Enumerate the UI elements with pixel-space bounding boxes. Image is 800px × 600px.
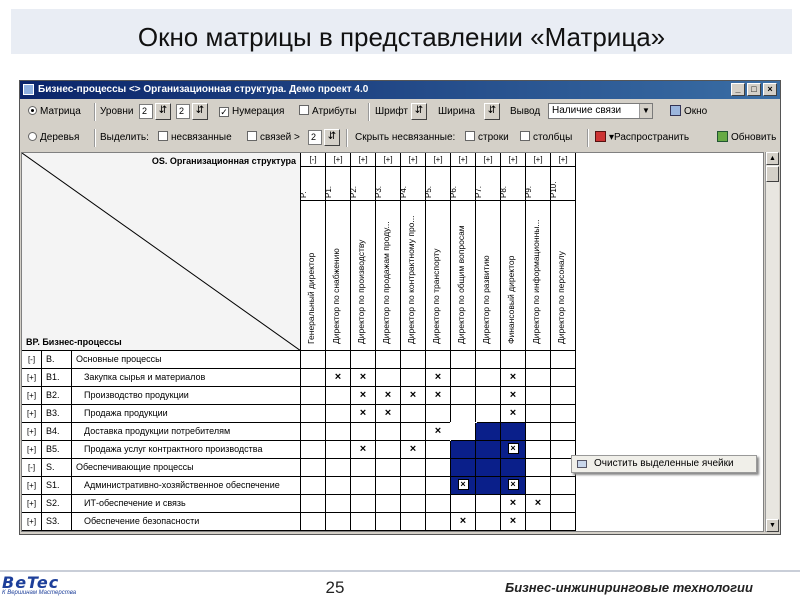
footer-divider bbox=[0, 570, 800, 572]
matrix-cell[interactable] bbox=[326, 441, 351, 459]
matrix-row-header[interactable] bbox=[22, 405, 301, 423]
view-tree-radio[interactable]: Деревья bbox=[28, 131, 79, 145]
matrix-row-header[interactable] bbox=[22, 351, 301, 369]
row-code: S1. bbox=[43, 477, 72, 494]
column-code: P9. bbox=[526, 168, 550, 201]
matrix-cell[interactable] bbox=[351, 405, 376, 423]
row-expand-toggle[interactable]: [+] bbox=[22, 441, 42, 458]
link-mark-icon: × bbox=[359, 443, 367, 455]
column-code: P3. bbox=[376, 168, 400, 201]
radio-icon bbox=[28, 132, 37, 141]
matrix-cell[interactable] bbox=[376, 351, 401, 369]
page-number: 25 bbox=[325, 578, 345, 597]
matrix-cell[interactable] bbox=[451, 441, 476, 459]
column-code: P7. bbox=[476, 168, 500, 201]
matrix-cell[interactable] bbox=[526, 477, 551, 495]
maximize-button[interactable]: □ bbox=[747, 83, 761, 96]
row-expand-toggle[interactable]: [+] bbox=[22, 423, 42, 440]
select-label: Выделить: bbox=[100, 132, 149, 143]
title-band bbox=[11, 9, 792, 54]
hide-rows-checkbox[interactable]: строки bbox=[465, 131, 509, 145]
matrix-cell[interactable] bbox=[451, 351, 476, 369]
matrix-cell[interactable] bbox=[326, 459, 351, 477]
matrix-cell[interactable] bbox=[451, 423, 476, 441]
matrix-cell[interactable] bbox=[401, 459, 426, 477]
column-expand-toggle[interactable]: [+] bbox=[351, 153, 375, 167]
row-name: Закупка сырья и материалов bbox=[84, 372, 206, 382]
hide-label: Скрыть несвязанные: bbox=[355, 132, 456, 143]
column-expand-toggle[interactable]: [+] bbox=[326, 153, 350, 167]
checkbox-icon bbox=[299, 105, 309, 115]
matrix-cell[interactable] bbox=[426, 369, 451, 387]
matrix-cell[interactable] bbox=[426, 351, 451, 369]
close-button[interactable]: × bbox=[763, 83, 777, 96]
checkbox-checked-icon: ✓ bbox=[220, 107, 228, 117]
link-mark-icon: × bbox=[334, 371, 342, 383]
footer-tagline: Бизнес-инжиниринговые технологии bbox=[505, 580, 753, 595]
link-mark-icon: × bbox=[508, 443, 519, 454]
column-expand-toggle[interactable]: [+] bbox=[526, 153, 550, 167]
font-size-button[interactable]: ⇵ bbox=[411, 103, 427, 120]
matrix-cell[interactable] bbox=[301, 387, 326, 405]
matrix-cell[interactable] bbox=[476, 495, 501, 513]
row-code: B2. bbox=[43, 387, 72, 404]
row-expand-toggle[interactable]: [+] bbox=[22, 495, 42, 512]
matrix-cell[interactable] bbox=[501, 351, 526, 369]
matrix-cell[interactable] bbox=[526, 441, 551, 459]
column-code: P5. bbox=[426, 168, 450, 201]
link-mark-icon: × bbox=[459, 515, 467, 527]
matrix-cell[interactable] bbox=[551, 351, 576, 369]
row-expand-toggle[interactable]: [-] bbox=[22, 351, 42, 368]
matrix-cell[interactable] bbox=[476, 369, 501, 387]
matrix-corner-header bbox=[22, 153, 301, 351]
link-mark-icon: × bbox=[509, 515, 517, 527]
link-mark-icon: × bbox=[434, 371, 442, 383]
matrix-cell[interactable] bbox=[326, 423, 351, 441]
matrix-cell[interactable] bbox=[326, 387, 351, 405]
matrix-cell[interactable] bbox=[551, 477, 576, 495]
width-label: Ширина bbox=[438, 106, 475, 117]
matrix-cell[interactable] bbox=[376, 477, 401, 495]
matrix-cell[interactable] bbox=[551, 423, 576, 441]
matrix-row-header[interactable] bbox=[22, 513, 301, 531]
matrix-cell[interactable] bbox=[501, 459, 526, 477]
refresh-button[interactable]: Обновить bbox=[717, 131, 776, 145]
hide-cols-checkbox[interactable]: столбцы bbox=[520, 131, 572, 145]
matrix-cell[interactable] bbox=[351, 495, 376, 513]
link-mark-icon: × bbox=[359, 389, 367, 401]
matrix-column-header[interactable]: [+] P6. Директор по общим вопросам bbox=[451, 153, 476, 351]
slide-title: Окно матрицы в представлении «Матрица» bbox=[137, 22, 666, 52]
matrix-row-header[interactable] bbox=[22, 423, 301, 441]
app-icon bbox=[23, 84, 34, 95]
window-button[interactable]: Окно bbox=[670, 105, 707, 119]
matrix-column-header[interactable]: [+] P4. Директор по контрактному про... bbox=[401, 153, 426, 351]
spread-button[interactable]: ▾Распространить bbox=[595, 131, 689, 145]
matrix-cell[interactable] bbox=[351, 459, 376, 477]
matrix-cell[interactable] bbox=[551, 387, 576, 405]
matrix-cell[interactable] bbox=[401, 495, 426, 513]
matrix-cell[interactable] bbox=[476, 351, 501, 369]
levels-input-2[interactable]: 2 bbox=[176, 104, 190, 119]
row-code: B1. bbox=[43, 369, 72, 386]
levels-input-1[interactable]: 2 bbox=[139, 104, 153, 119]
column-expand-toggle[interactable]: [+] bbox=[451, 153, 475, 167]
row-header-title: BP. Бизнес-процессы bbox=[26, 337, 122, 347]
col-header-title: OS. Организационная структура bbox=[151, 156, 296, 166]
matrix-cell[interactable] bbox=[426, 423, 451, 441]
width-button[interactable]: ⇵ bbox=[484, 103, 500, 120]
row-name: Обеспечивающие процессы bbox=[76, 462, 194, 472]
matrix-cell[interactable] bbox=[301, 351, 326, 369]
toolbar-bottom bbox=[20, 126, 780, 150]
company-logo bbox=[2, 573, 98, 597]
matrix-cell[interactable] bbox=[501, 441, 526, 459]
matrix-cell[interactable] bbox=[376, 459, 401, 477]
spread-icon bbox=[595, 131, 606, 142]
vertical-scrollbar[interactable] bbox=[765, 152, 779, 532]
matrix-cell[interactable] bbox=[326, 369, 351, 387]
matrix-cell[interactable] bbox=[351, 387, 376, 405]
link-mark-icon: × bbox=[409, 443, 417, 455]
row-name: Продажа продукции bbox=[84, 408, 168, 418]
matrix-cell[interactable] bbox=[476, 387, 501, 405]
window-title: Бизнес-процессы <> Организационная структура. Демо проект 4.0 bbox=[38, 84, 369, 95]
link-mark-icon: × bbox=[359, 371, 367, 383]
matrix-cell[interactable] bbox=[301, 495, 326, 513]
matrix-cell[interactable] bbox=[526, 495, 551, 513]
matrix-cell[interactable] bbox=[401, 513, 426, 531]
toolbar-top bbox=[20, 100, 780, 124]
matrix-cell[interactable] bbox=[476, 513, 501, 531]
link-mark-icon: × bbox=[458, 479, 469, 490]
matrix-cell[interactable] bbox=[401, 441, 426, 459]
matrix-cell[interactable] bbox=[426, 387, 451, 405]
row-code: B5. bbox=[43, 441, 72, 458]
link-mark-icon: × bbox=[359, 407, 367, 419]
row-code: S3. bbox=[43, 513, 72, 530]
matrix-column-header[interactable]: [+] P2. Директор по производству bbox=[351, 153, 376, 351]
row-name: Административно-хозяйственное обеспечение bbox=[84, 480, 280, 490]
diagonal-divider bbox=[22, 153, 301, 351]
radio-selected-icon bbox=[28, 106, 37, 115]
matrix-cell[interactable] bbox=[501, 387, 526, 405]
scroll-up-icon[interactable]: ▲ bbox=[766, 152, 779, 165]
matrix-row-header[interactable] bbox=[22, 441, 301, 459]
matrix-cell[interactable] bbox=[476, 459, 501, 477]
matrix-cell[interactable] bbox=[426, 513, 451, 531]
matrix-cell[interactable] bbox=[401, 477, 426, 495]
levels-label: Уровни bbox=[100, 106, 134, 117]
matrix-cell[interactable] bbox=[476, 423, 501, 441]
matrix-cell[interactable] bbox=[501, 513, 526, 531]
row-name: Обеспечение безопасности bbox=[84, 516, 200, 526]
column-expand-toggle[interactable]: [+] bbox=[476, 153, 500, 167]
matrix-cell[interactable] bbox=[376, 423, 401, 441]
column-expand-toggle[interactable]: [+] bbox=[551, 153, 575, 167]
column-expand-toggle[interactable]: [+] bbox=[501, 153, 525, 167]
column-expand-toggle[interactable]: [+] bbox=[401, 153, 425, 167]
links-count-spin[interactable]: ⇵ bbox=[324, 129, 340, 146]
row-code: S2. bbox=[43, 495, 72, 512]
row-code: S. bbox=[43, 459, 72, 476]
window-icon bbox=[670, 105, 681, 116]
matrix-cell[interactable] bbox=[351, 351, 376, 369]
matrix-cell[interactable] bbox=[401, 351, 426, 369]
matrix-grid bbox=[21, 152, 764, 532]
matrix-cell[interactable] bbox=[426, 477, 451, 495]
matrix-cell[interactable] bbox=[376, 405, 401, 423]
matrix-cell[interactable] bbox=[326, 495, 351, 513]
context-menu-item[interactable]: Очистить выделенные ячейки bbox=[571, 455, 757, 473]
matrix-cell[interactable] bbox=[451, 495, 476, 513]
matrix-cell[interactable] bbox=[351, 369, 376, 387]
matrix-cell[interactable] bbox=[501, 423, 526, 441]
row-name: Доставка продукции потребителям bbox=[84, 426, 231, 436]
matrix-row-header[interactable] bbox=[22, 477, 301, 495]
column-code: P. bbox=[301, 168, 325, 201]
matrix-cell[interactable] bbox=[476, 441, 501, 459]
matrix-cell[interactable] bbox=[401, 369, 426, 387]
matrix-cell[interactable] bbox=[526, 369, 551, 387]
matrix-cell[interactable] bbox=[326, 513, 351, 531]
matrix-cell[interactable] bbox=[551, 405, 576, 423]
link-mark-icon: × bbox=[508, 479, 519, 490]
column-expand-toggle[interactable]: [+] bbox=[376, 153, 400, 167]
levels-spin-2[interactable]: ⇵ bbox=[192, 103, 208, 120]
matrix-cell[interactable] bbox=[426, 405, 451, 423]
matrix-cell[interactable] bbox=[451, 513, 476, 531]
column-code: P2. bbox=[351, 168, 375, 201]
matrix-cell[interactable] bbox=[376, 387, 401, 405]
checkbox-icon bbox=[158, 131, 168, 141]
view-matrix-radio[interactable]: Матрица bbox=[28, 105, 81, 119]
matrix-cell[interactable] bbox=[476, 405, 501, 423]
matrix-cell[interactable] bbox=[526, 387, 551, 405]
row-name: Основные процессы bbox=[76, 354, 162, 364]
levels-spin-1[interactable]: ⇵ bbox=[155, 103, 171, 120]
row-code: B4. bbox=[43, 423, 72, 440]
row-expand-toggle[interactable]: [+] bbox=[22, 513, 42, 530]
matrix-cell[interactable] bbox=[326, 405, 351, 423]
matrix-cell[interactable] bbox=[551, 513, 576, 531]
output-select[interactable]: Наличие связи ▼ bbox=[548, 103, 653, 119]
link-mark-icon: × bbox=[384, 389, 392, 401]
matrix-cell[interactable] bbox=[501, 477, 526, 495]
matrix-cell[interactable] bbox=[376, 513, 401, 531]
column-code: P6. bbox=[451, 168, 475, 201]
matrix-cell[interactable] bbox=[301, 441, 326, 459]
column-code: P4. bbox=[401, 168, 425, 201]
matrix-cell[interactable] bbox=[526, 423, 551, 441]
column-code: P10. bbox=[551, 168, 575, 201]
matrix-column-header[interactable]: [+] P7. Директор по развитию bbox=[476, 153, 501, 351]
matrix-cell[interactable] bbox=[301, 423, 326, 441]
matrix-cell[interactable] bbox=[476, 477, 501, 495]
matrix-cell[interactable] bbox=[301, 513, 326, 531]
row-expand-toggle[interactable]: [-] bbox=[22, 459, 42, 476]
link-mark-icon: × bbox=[434, 425, 442, 437]
matrix-cell[interactable] bbox=[501, 405, 526, 423]
matrix-cell[interactable] bbox=[551, 495, 576, 513]
select-unlinked-checkbox[interactable]: несвязанные bbox=[158, 131, 232, 145]
matrix-cell[interactable] bbox=[301, 477, 326, 495]
row-expand-toggle[interactable]: [+] bbox=[22, 477, 42, 494]
matrix-cell[interactable] bbox=[501, 495, 526, 513]
row-code: B3. bbox=[43, 405, 72, 422]
logo-slogan: К Вершинам Мастерства bbox=[2, 590, 77, 596]
matrix-column-header[interactable]: [+] P8. Финансовый директор bbox=[501, 153, 526, 351]
link-mark-icon: × bbox=[534, 497, 542, 509]
matrix-row-header[interactable] bbox=[22, 459, 301, 477]
row-name: Продажа услуг контрактного производства bbox=[84, 444, 263, 454]
matrix-cell[interactable] bbox=[376, 441, 401, 459]
matrix-cell[interactable] bbox=[401, 423, 426, 441]
matrix-cell[interactable] bbox=[351, 441, 376, 459]
checkbox-icon bbox=[247, 131, 257, 141]
matrix-cell[interactable] bbox=[451, 405, 476, 423]
logo-text: BeTec bbox=[2, 573, 60, 592]
matrix-cell[interactable] bbox=[426, 459, 451, 477]
output-label: Вывод bbox=[510, 106, 541, 117]
matrix-column-header[interactable]: [+] P1. Директор по снабжению bbox=[326, 153, 351, 351]
matrix-cell[interactable] bbox=[401, 387, 426, 405]
matrix-cell[interactable] bbox=[376, 495, 401, 513]
matrix-cell[interactable] bbox=[301, 459, 326, 477]
matrix-cell[interactable] bbox=[526, 351, 551, 369]
minimize-button[interactable]: _ bbox=[731, 83, 745, 96]
matrix-cell[interactable] bbox=[326, 351, 351, 369]
matrix-column-header[interactable]: [+] P5. Директор по транспорту bbox=[426, 153, 451, 351]
attributes-checkbox[interactable]: Атрибуты bbox=[299, 105, 356, 119]
window-titlebar[interactable] bbox=[20, 81, 780, 99]
matrix-cell[interactable] bbox=[351, 513, 376, 531]
matrix-cell[interactable] bbox=[426, 441, 451, 459]
clear-icon bbox=[577, 460, 587, 468]
matrix-cell[interactable] bbox=[376, 369, 401, 387]
link-mark-icon: × bbox=[509, 371, 517, 383]
checkbox-icon bbox=[520, 131, 530, 141]
column-expand-toggle[interactable]: [-] bbox=[301, 153, 325, 167]
row-expand-toggle[interactable]: [+] bbox=[22, 369, 42, 386]
link-mark-icon: × bbox=[409, 389, 417, 401]
matrix-row-header[interactable] bbox=[22, 387, 301, 405]
matrix-cell[interactable] bbox=[301, 405, 326, 423]
matrix-column-header[interactable]: [-] P. Генеральный директор bbox=[301, 153, 326, 351]
matrix-cell[interactable] bbox=[526, 459, 551, 477]
matrix-cell[interactable] bbox=[451, 369, 476, 387]
matrix-cell[interactable] bbox=[401, 405, 426, 423]
scroll-thumb[interactable] bbox=[766, 166, 779, 182]
refresh-icon bbox=[717, 131, 728, 142]
matrix-cell[interactable] bbox=[451, 459, 476, 477]
link-mark-icon: × bbox=[384, 407, 392, 419]
matrix-cell[interactable] bbox=[526, 405, 551, 423]
matrix-cell[interactable] bbox=[351, 477, 376, 495]
matrix-cell[interactable] bbox=[301, 369, 326, 387]
row-name: Производство продукции bbox=[84, 390, 189, 400]
row-code: B. bbox=[43, 351, 72, 368]
matrix-cell[interactable] bbox=[351, 423, 376, 441]
link-mark-icon: × bbox=[509, 497, 517, 509]
link-mark-icon: × bbox=[434, 389, 442, 401]
column-code: P1. bbox=[326, 168, 350, 201]
matrix-row-header[interactable] bbox=[22, 495, 301, 513]
checkbox-icon bbox=[465, 131, 475, 141]
link-mark-icon: × bbox=[509, 407, 517, 419]
matrix-cell[interactable] bbox=[426, 495, 451, 513]
row-expand-toggle[interactable]: [+] bbox=[22, 405, 42, 422]
row-expand-toggle[interactable]: [+] bbox=[22, 387, 42, 404]
select-links-checkbox[interactable]: связей > bbox=[247, 131, 300, 145]
matrix-row-header[interactable] bbox=[22, 369, 301, 387]
matrix-cell[interactable] bbox=[451, 387, 476, 405]
links-count-input[interactable]: 2 bbox=[308, 130, 322, 145]
scroll-down-icon[interactable]: ▼ bbox=[766, 519, 779, 532]
matrix-cell[interactable] bbox=[451, 477, 476, 495]
font-label: Шрифт bbox=[375, 106, 408, 117]
matrix-column-header[interactable]: [+] P3. Директор по продажам проду... bbox=[376, 153, 401, 351]
link-mark-icon: × bbox=[509, 389, 517, 401]
matrix-cell[interactable] bbox=[501, 369, 526, 387]
matrix-cell[interactable] bbox=[551, 369, 576, 387]
matrix-cell[interactable] bbox=[326, 477, 351, 495]
matrix-column-header[interactable]: [+] P9. Директор по информационны... bbox=[526, 153, 551, 351]
numbering-checkbox[interactable]: ✓ Нумерация bbox=[220, 106, 285, 117]
matrix-column-header[interactable]: [+] P10. Директор по персоналу bbox=[551, 153, 576, 351]
matrix-cell[interactable] bbox=[526, 513, 551, 531]
column-expand-toggle[interactable]: [+] bbox=[426, 153, 450, 167]
chevron-down-icon: ▼ bbox=[639, 104, 652, 118]
column-code: P8. bbox=[501, 168, 525, 201]
row-name: ИТ-обеспечение и связь bbox=[84, 498, 186, 508]
